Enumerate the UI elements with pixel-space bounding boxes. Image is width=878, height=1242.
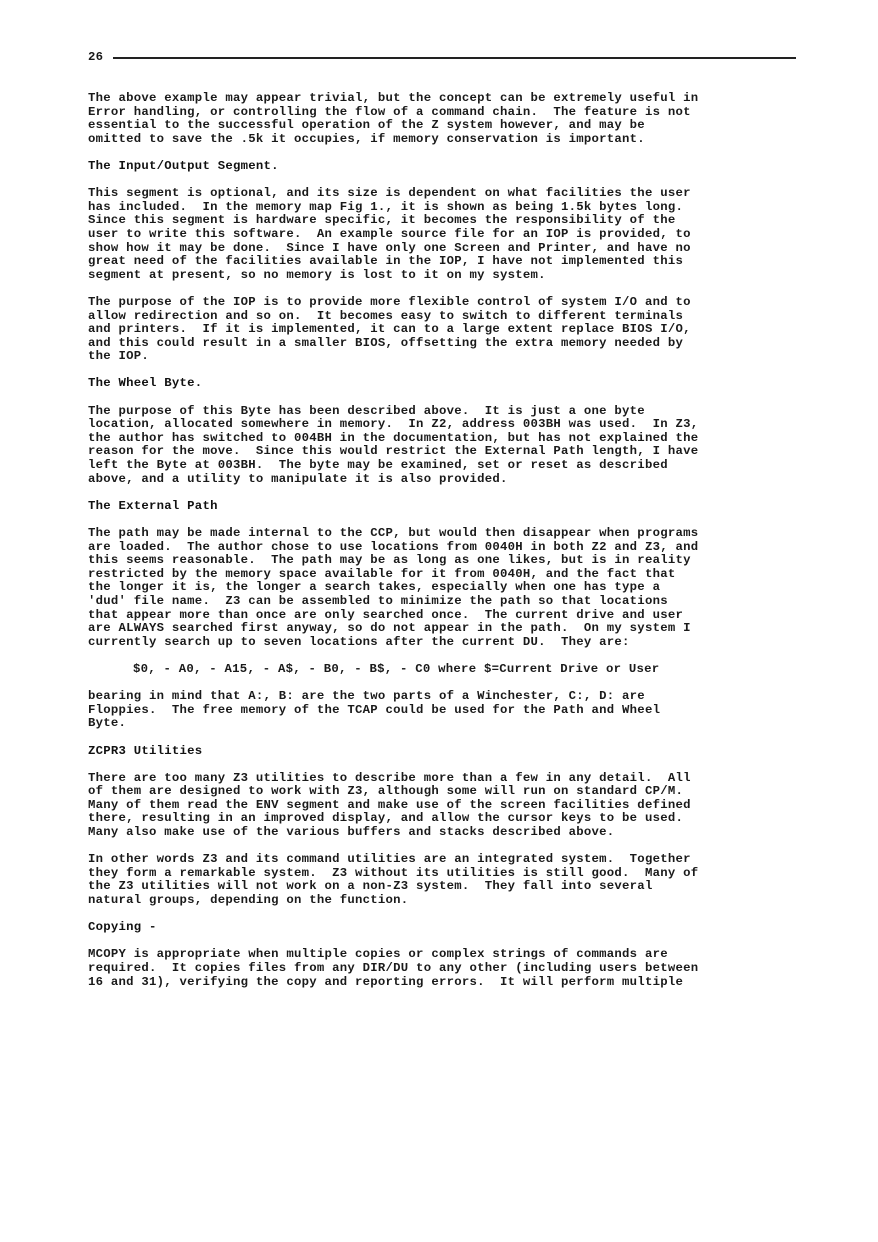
text-line: the IOP. [88, 349, 150, 364]
text-line: they form a remarkable system. Z3 without its utilities is still good. Many of [88, 865, 699, 880]
text-line: omitted to save the .5k it occupies, if memory conservation is important. [88, 131, 645, 146]
text-line: reason for the move. Since this would restrict the External Path length, I have [88, 444, 699, 459]
text-line: are loaded. The author chose to use locations from 0040H in both Z2 and Z3, and [88, 539, 699, 554]
text-line: and this could result in a smaller BIOS, offsetting the extra memory needed by [88, 335, 684, 350]
paragraph [88, 296, 798, 364]
text-line: the author has switched to 004BH in the documentation, but has not explained the [88, 430, 699, 445]
text-line: segment at present, so no memory is lost to it on my system. [88, 267, 546, 282]
text-line: show how it may be done. Since I have only one Screen and Printer, and have no [88, 240, 691, 255]
paragraph [88, 405, 798, 487]
section-heading: The Input/Output Segment. [88, 158, 279, 173]
text-line: the Z3 utilities will not work on a non-Z3 system. They fall into several [88, 879, 653, 894]
text-line: of them are designed to work with Z3, although some will run on standard CP/M. [88, 784, 684, 799]
text-line: Floppies. The free memory of the TCAP could be used for the Path and Wheel [88, 702, 661, 717]
path-list: $0, - A0, - A15, - A$, - B0, - B$, - C0 where $=Current Drive or User [133, 661, 660, 676]
text-line: and printers. If it is implemented, it can to a large extent replace BIOS I/O, [88, 322, 691, 337]
paragraph [88, 948, 798, 989]
text-line: In other words Z3 and its command utilities are an integrated system. Together [88, 852, 691, 867]
paragraph [88, 527, 798, 649]
paragraph [88, 187, 798, 282]
text-line: Many of them read the ENV segment and make use of the screen facilities defined [88, 797, 691, 812]
text-line: left the Byte at 003BH. The byte may be examined, set or reset as described [88, 458, 668, 473]
section-heading: The Wheel Byte. [88, 376, 203, 391]
header-rule [113, 57, 796, 59]
text-line: are ALWAYS searched first anyway, so do not appear in the path. On my system I [88, 621, 691, 636]
text-line: allow redirection and so on. It becomes easy to switch to different terminals [88, 308, 684, 323]
paragraph [88, 772, 798, 840]
text-line: great need of the facilities available in the IOP, I have not implemented this [88, 254, 684, 269]
text-line: The purpose of this Byte has been described above. It is just a one byte [88, 403, 645, 418]
text-line: user to write this software. An example source file for an IOP is provided, to [88, 226, 691, 241]
text-line: Many also make use of the various buffers and stacks described above. [88, 825, 615, 840]
page-header [88, 50, 798, 66]
paragraph [88, 690, 798, 731]
text-line: bearing in mind that A:, B: are the two parts of a Winchester, C:, D: are [88, 689, 645, 704]
document-page [88, 50, 798, 1003]
page-number: 26 [88, 50, 104, 65]
text-line: the longer it is, the longer a search takes, especially when one has type a [88, 580, 661, 595]
text-line: The purpose of the IOP is to provide more flexible control of system I/O and to [88, 294, 691, 309]
text-line: this seems reasonable. The path may be as long as one likes, but is in reality [88, 553, 691, 568]
page-body [88, 92, 798, 989]
section-heading: ZCPR3 Utilities [88, 743, 203, 758]
text-line: that appear more than once are only searched once. The current drive and user [88, 607, 684, 622]
text-line: has included. In the memory map Fig 1., it is shown as being 1.5k bytes long. [88, 199, 684, 214]
text-line: The path may be made internal to the CCP, but would then disappear when programs [88, 526, 699, 540]
paragraph [88, 92, 798, 146]
text-line: 16 and 31), verifying the copy and reporting errors. It will perform multiple [88, 974, 684, 989]
text-line: location, allocated somewhere in memory. In Z2, address 003BH was used. In Z3, [88, 417, 699, 432]
text-line: 'dud' file name. Z3 can be assembled to minimize the path so that locations [88, 593, 668, 608]
text-line: This segment is optional, and its size is dependent on what facilities the user [88, 186, 691, 201]
text-line: The above example may appear trivial, but the concept can be extremely useful in [88, 91, 699, 105]
paragraph [88, 853, 798, 907]
text-line: MCOPY is appropriate when multiple copies or complex strings of commands are [88, 947, 668, 962]
text-line: restricted by the memory space available for it from 0040H, and the fact that [88, 566, 676, 581]
text-line: There are too many Z3 utilities to describe more than a few in any detail. All [88, 770, 691, 785]
text-line: there, resulting in an improved display, and allow the cursor keys to be used. [88, 811, 684, 826]
text-line: Error handling, or controlling the flow of a command chain. The feature is not [88, 104, 691, 119]
text-line: Since this segment is hardware specific, it becomes the responsibility of the [88, 213, 676, 228]
text-line: essential to the successful operation of the Z system however, and may be [88, 118, 645, 133]
text-line: above, and a utility to manipulate it is also provided. [88, 471, 508, 486]
text-line: required. It copies files from any DIR/DU to any other (including users between [88, 961, 699, 975]
section-heading: Copying - [88, 920, 157, 935]
text-line: Byte. [88, 716, 127, 731]
text-line: currently search up to seven locations after the current DU. They are: [88, 634, 630, 649]
text-line: natural groups, depending on the function. [88, 893, 409, 908]
section-heading: The External Path [88, 498, 218, 513]
